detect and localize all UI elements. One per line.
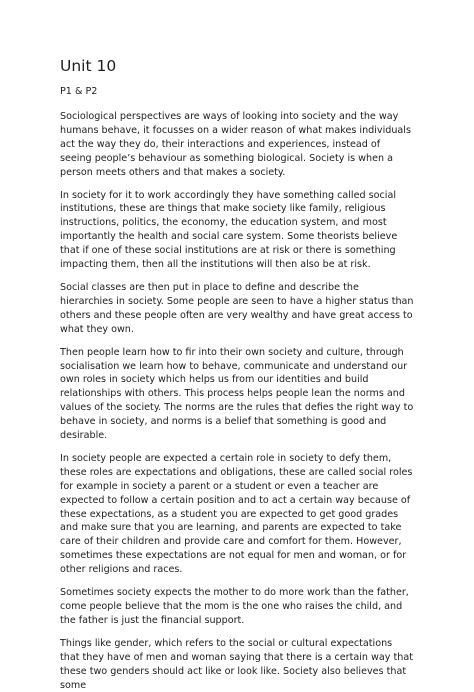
document-subtitle: P1 & P2 [60,86,98,97]
paragraph-socialisation: Then people learn how to fir into their own society and culture, through socialisation we learn how to behave, communicate and understand our own roles in society which helps us from our identities and build relationships with others. This process helps people lean the norms and values of the society. The norms are the rules that defies the right way to behave in society, and norms is a belief that something is good and desirable. [60,346,414,442]
paragraph-mother-expectations: Sometimes society expects the mother to do more work than the father, come people believe that the mom is the one who raises the child, and the father is just the financial support. [60,587,409,626]
paragraph-social-roles: In society people are expected a certain role in society to defy them, these roles are expectations and obligations, these are called social roles for example in society a parent or a student or even a teacher are expected to follow a certain position and to act a certain way because of these expectations, as a student you are expected to get good grades and make sure that you are learning, and parents are expected to take care of their children and provide care and comfort for them. However, sometimes these expectations are not equal for men and woman, or for other religions and races. [60,452,413,576]
paragraph-social-institutions: In society for it to work accordingly they have something called social institutions, these are things that make society like family, religious instructions, politics, the economy, the education system, and most importantly the health and social care system. Some theorists believe that if one of these social institutions are at risk or there is something impacting them, then all the institutions will then also be at risk. [60,189,398,271]
document-title: Unit 10 [60,57,117,75]
paragraph-gender: Things like gender, which refers to the social or cultural expectations that they have of men and woman saying that there is a certain way that these two genders should act like or look like. Society also believes that some [60,637,413,691]
paragraph-sociological-perspectives: Sociological perspectives are ways of looking into society and the way humans behave, it focusses on a wider reason of what makes individuals act the way they do, their interactions and experiences, instead of seeing people’s behaviour as something biological. Society is when a person meets others and that makes a society. [60,111,411,178]
paragraph-social-classes: Social classes are then put in place to define and describe the hierarchies in society. Some people are seen to have a higher status than others and these people often are very wealthy and have great access to what they own. [60,281,414,335]
